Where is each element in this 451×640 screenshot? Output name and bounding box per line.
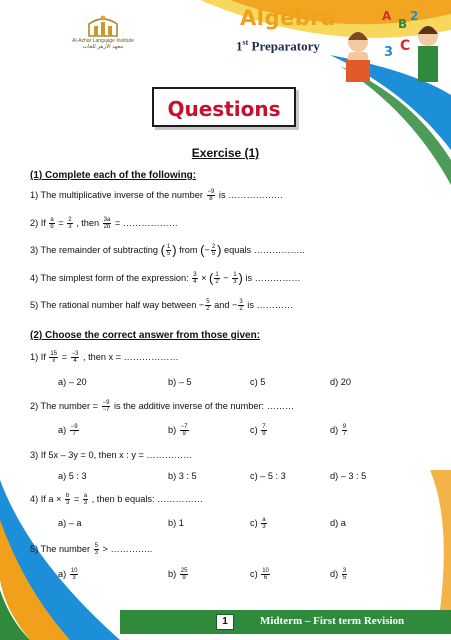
- s2-q1-option-d: d) 20: [330, 377, 351, 387]
- fraction: $\frac{25}{9}$: [180, 568, 188, 582]
- s1-question-1: 1) The multiplicative inverse of the number $\frac{-9}{8}$ is ………………: [30, 189, 284, 203]
- fraction: $\frac{a}{b}$: [50, 217, 54, 231]
- grade-label: 1st Preparatory: [236, 38, 320, 54]
- s2-q5-option-c: c) $\frac{10}{6}$: [250, 568, 269, 582]
- school-name-en: Al-Azhar Language Institute: [72, 38, 134, 44]
- school-emblem-icon: [83, 12, 123, 38]
- page-footer: [120, 610, 451, 634]
- decor-number-2: 2: [410, 9, 419, 23]
- s2-question-2: 2) The number = $\frac{-9}{-7}$ is the additive inverse of the number: ………: [30, 400, 295, 414]
- exercise-title: Exercise (1): [191, 146, 260, 160]
- school-name-ar: معهد الأزهر للغات: [82, 44, 124, 50]
- section1-heading: (1) Complete each of the following:: [30, 170, 197, 181]
- s2-q4-option-a: a) – a: [58, 518, 82, 528]
- decor-letter-c: C: [400, 38, 411, 54]
- fraction: $\frac{15}{x}$: [50, 351, 58, 365]
- s2-q3-option-d: d) – 3 : 5: [330, 471, 367, 481]
- fraction: $\frac{3a}{2b}$: [103, 217, 111, 231]
- s2-q3-option-c: c) – 5 : 3: [250, 471, 286, 481]
- questions-banner-label: Questions: [167, 97, 281, 121]
- fraction: $\frac{1}{2}$: [215, 272, 219, 286]
- s2-q1-option-a: a) – 20: [58, 377, 87, 387]
- fraction: $\frac{1}{5}$: [166, 244, 171, 258]
- fraction: $\frac{9}{7}$: [342, 424, 347, 438]
- s2-q2-option-a: a) $\frac{-9}{7}$: [58, 424, 78, 438]
- s2-q2-option-d: d) $\frac{9}{7}$: [330, 424, 347, 438]
- fraction: $\frac{3}{4}$: [193, 272, 197, 286]
- s2-question-1: 1) If $\frac{15}{x}$ = $\frac{-3}{4}$ , then x = ………………: [30, 351, 179, 365]
- s2-q5-option-a: a) $\frac{10}{3}$: [58, 568, 78, 582]
- s2-q4-option-d: d) a: [330, 518, 346, 528]
- s2-q2-option-b: b) $\frac{-7}{9}$: [168, 424, 188, 438]
- page-number: 1: [216, 614, 234, 630]
- s2-q1-option-b: b) – 5: [168, 377, 192, 387]
- fraction: $\frac{5}{2}$: [206, 299, 210, 313]
- s2-question-4: 4) If a × $\frac{b}{3}$ = $\frac{a}{3}$ , then b equals: ……………: [30, 493, 204, 507]
- fraction: $\frac{3}{2}$: [239, 299, 243, 313]
- s2-q5-option-b: b) $\frac{25}{9}$: [168, 568, 188, 582]
- decor-number-3: 3: [384, 45, 394, 60]
- questions-banner: [152, 87, 296, 127]
- fraction: $\frac{-9}{8}$: [207, 189, 215, 203]
- fraction: $\frac{-9}{7}$: [70, 424, 78, 438]
- footer-label: Midterm – First term Revision: [260, 615, 405, 627]
- fraction: $\frac{10}{3}$: [70, 568, 78, 582]
- fraction: $\frac{2}{5}$: [211, 244, 216, 258]
- s2-question-3: 3) If 5x – 3y = 0, then x : y = ……………: [30, 450, 193, 460]
- fraction: $\frac{1}{3}$: [233, 272, 237, 286]
- subject-title: Algebra: [240, 6, 336, 30]
- s2-q4-option-b: b) 1: [168, 518, 184, 528]
- fraction: $\frac{10}{6}$: [262, 568, 269, 582]
- fraction: $\frac{7}{9}$: [262, 424, 266, 438]
- s2-q3-option-b: b) 3 : 5: [168, 471, 197, 481]
- s1-question-4: 4) The simplest form of the expression: $\frac{3}{4}$ × ( $\frac{1}{2}$ − $\frac{1}{3}$ ) is ……………: [30, 270, 301, 286]
- s2-q4-option-c: c) $\frac{a}{3}$: [250, 517, 266, 531]
- school-logo: [58, 12, 148, 51]
- s2-q3-option-a: a) 5 : 3: [58, 471, 87, 481]
- fraction: $\frac{a}{3}$: [83, 493, 88, 507]
- s2-q1-option-c: c) 5: [250, 377, 266, 387]
- section2-heading: (2) Choose the correct answer from those given:: [30, 330, 261, 341]
- decor-letter-b: B: [398, 17, 408, 31]
- questions-banner-inner: [158, 93, 290, 121]
- fraction: $\frac{3}{5}$: [342, 568, 347, 582]
- s2-question-5: 5) The number $\frac{5}{3}$ > …………..: [30, 543, 153, 557]
- s1-question-2: 2) If $\frac{a}{b}$ = $\frac{2}{3}$ , then $\frac{3a}{2b}$ = ………………: [30, 217, 178, 231]
- fraction: $\frac{a}{3}$: [262, 517, 266, 531]
- s1-question-3: 3) The remainder of subtracting ( $\frac{1}{5}$ ) from (− $\frac{2}{5}$ ) equals ……………..: [30, 242, 305, 258]
- fraction: $\frac{-3}{4}$: [71, 351, 79, 365]
- fraction: $\frac{2}{3}$: [68, 217, 72, 231]
- fraction: $\frac{-9}{-7}$: [102, 400, 110, 414]
- fraction: $\frac{5}{3}$: [94, 543, 98, 557]
- kids-illustration: [340, 6, 445, 86]
- s2-q5-option-d: d) $\frac{3}{5}$: [330, 568, 347, 582]
- fraction: $\frac{b}{3}$: [65, 493, 70, 507]
- s1-question-5: 5) The rational number half way between − $\frac{5}{2}$ and − $\frac{3}{2}$ is …………: [30, 299, 294, 313]
- decor-letter-a: A: [382, 9, 392, 23]
- s2-q2-option-c: c) $\frac{7}{9}$: [250, 424, 266, 438]
- fraction: $\frac{-7}{9}$: [180, 424, 188, 438]
